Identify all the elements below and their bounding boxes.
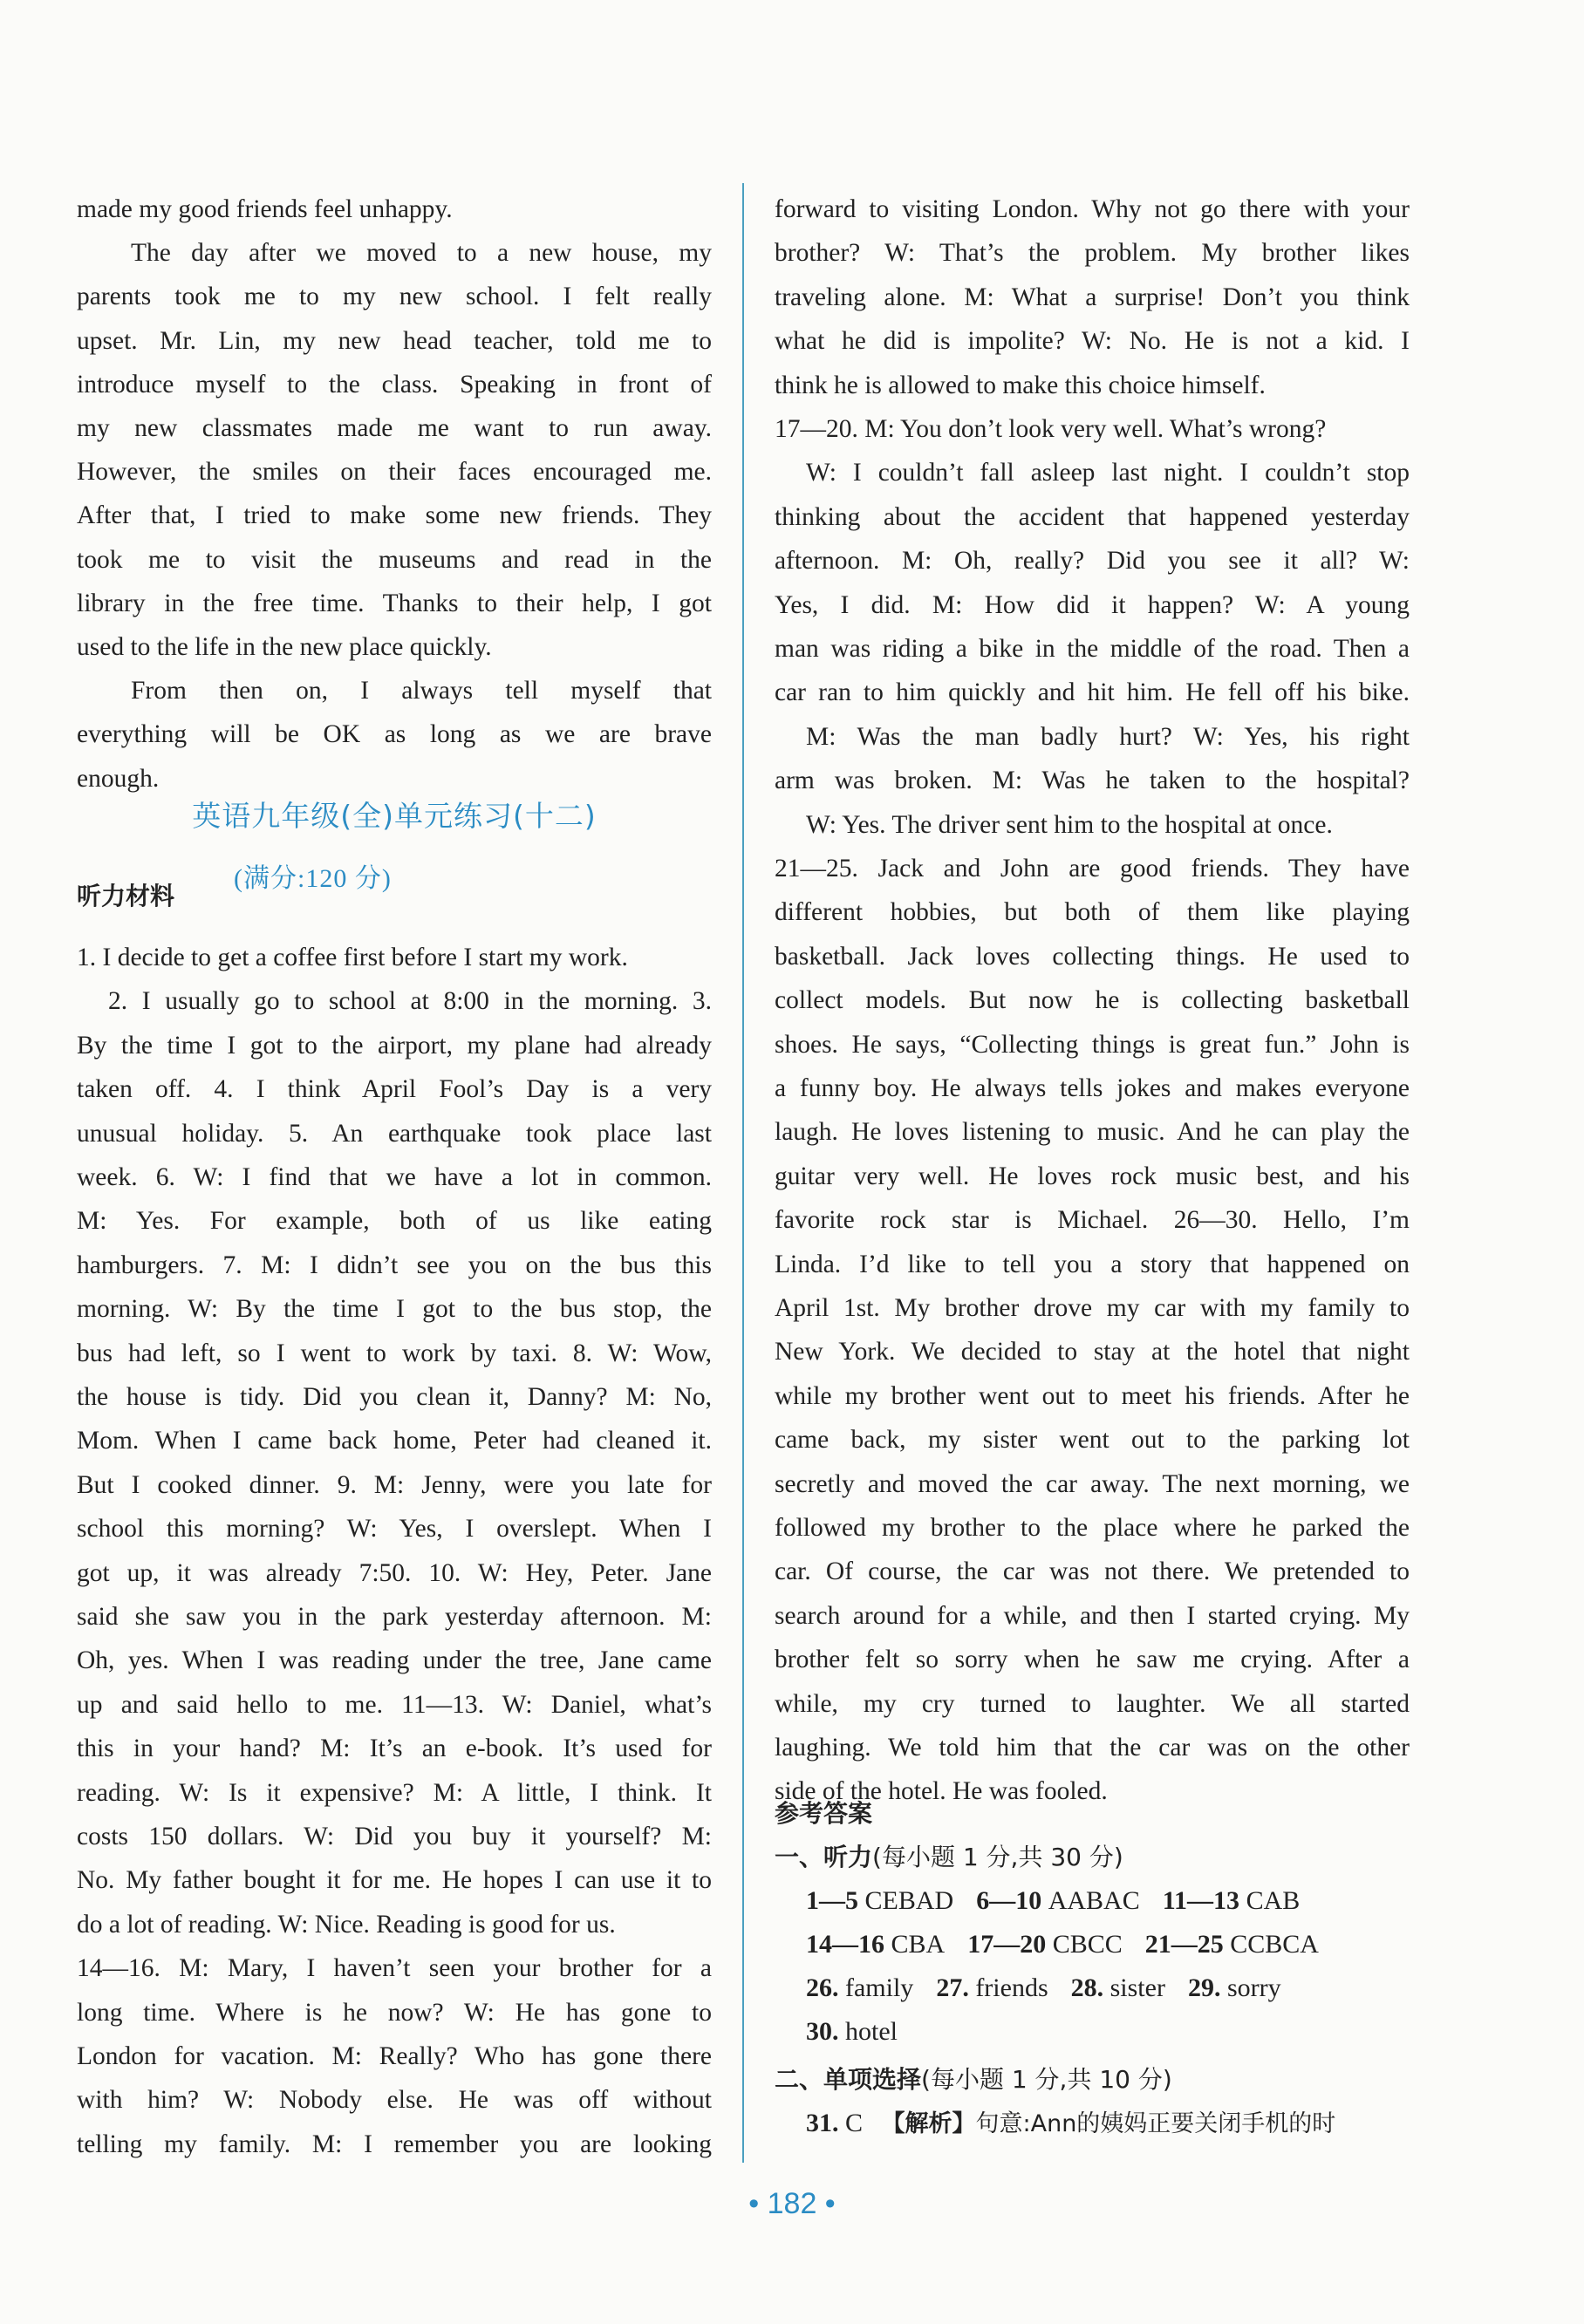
text-line: think he is allowed to make this choice himself. [775, 371, 1266, 399]
answer-item [806, 2014, 898, 2049]
text-line: a funny boy. He always tells jokes and makes everyone [775, 1074, 1410, 1102]
text-line: 17—20. M: You don’t look very well. What’s wrong? [775, 415, 1327, 443]
text-line: everything will be OK as long as we are brave [77, 720, 712, 749]
answer-number: 1—5 [806, 1886, 865, 1915]
text-line: April 1st. My brother drove my car with my family to [775, 1294, 1410, 1322]
answer-item [1188, 1971, 1281, 2006]
text-line: From then on, I always tell myself that [131, 677, 712, 705]
answer-value: CAB [1246, 1886, 1301, 1915]
text-line: this in your hand? M: It’s an e-book. It’s used for [77, 1734, 712, 1763]
text-line: arm was broken. M: Was he taken to the hospital? [775, 767, 1410, 795]
text-line: By the time I got to the airport, my plane had already [77, 1031, 712, 1060]
text-line: The day after we moved to a new house, my [131, 239, 712, 268]
q31-answer: C [845, 2109, 864, 2137]
text-line: guitar very well. He loves rock music best, and his [775, 1162, 1410, 1190]
text-line: followed my brother to the place where he parked the [775, 1514, 1410, 1542]
text-line: used to the life in the new place quickly. [77, 633, 492, 661]
answer-number: 17—20 [967, 1930, 1053, 1959]
text-line: telling my family. M: I remember you are looking [77, 2130, 712, 2158]
text-line: However, the smiles on their faces encouraged me. [77, 458, 712, 487]
text-line: Linda. I’d like to tell you a story that happened on [775, 1250, 1410, 1278]
unit-title: 英语九年级(全)单元练习(十二) [192, 799, 597, 833]
answers-heading: 参考答案 [775, 1799, 873, 1828]
text-line: upset. Mr. Lin, my new head teacher, told me to [77, 326, 712, 355]
text-line: costs 150 dollars. W: Did you buy it yourself? M: [77, 1823, 712, 1850]
text-line: Yes, I did. M: How did it happen? W: A young [775, 590, 1410, 619]
text-line: hamburgers. 7. M: I didn’t see you on the bus this [77, 1251, 712, 1279]
text-line: M: Was the man badly hurt? W: Yes, his right [806, 722, 1410, 751]
page-number: • 182 • [748, 2187, 836, 2220]
section-2-heading [775, 2062, 1172, 2097]
text-line: do a lot of reading. W: Nice. Reading is good for us. [77, 1910, 616, 1939]
text-line: man was riding a bike in the middle of the road. Then a [775, 635, 1410, 663]
text-line: taken off. 4. I think April Fool’s Day is a very [77, 1075, 712, 1104]
section-2-note: (每小题 1 分,共 10 分) [921, 2065, 1172, 2094]
answer-row [806, 1884, 1322, 1918]
text-line: with him? W: Nobody else. He was off without [77, 2086, 712, 2115]
answer-item [976, 1884, 1140, 1918]
text-line: made my good friends feel unhappy. [77, 195, 453, 223]
q31-number: 31. [806, 2109, 839, 2137]
text-line: library in the free time. Thanks to their help, I got [77, 589, 712, 617]
answer-item [936, 1971, 1048, 2006]
text-line: laughing. We told him that the car was on the other [775, 1734, 1410, 1762]
text-line: said she saw you in the park yesterday afternoon. M: [77, 1603, 712, 1631]
text-line: got up, it was already 7:50. 10. W: Hey, Peter. Jane [77, 1558, 712, 1587]
answer-number: 28. [1070, 1973, 1110, 2002]
text-line: took me to visit the museums and read in the [77, 545, 712, 574]
answer-item [806, 1927, 945, 1962]
answer-item [806, 1971, 913, 2006]
text-line: No. My father bought it for me. He hopes I can use it to [77, 1866, 712, 1895]
text-line: M: Yes. For example, both of us like eating [77, 1207, 712, 1236]
text-line: W: Yes. The driver sent him to the hospital at once. [806, 810, 1333, 839]
text-line: unusual holiday. 5. An earthquake took place last [77, 1119, 712, 1148]
text-line: traveling alone. M: What a surprise! Don’t you think [775, 283, 1410, 311]
text-line: 14—16. M: Mary, I haven’t seen your brother for a [77, 1954, 712, 1983]
answer-number: 14—16 [806, 1930, 891, 1959]
text-line: afternoon. M: Oh, really? Did you see it all? W: [775, 547, 1410, 576]
text-line: Oh, yes. When I was reading under the tree, Jane came [77, 1646, 712, 1675]
text-line: my new classmates made me want to run away. [77, 414, 712, 442]
text-line: search around for a while, and then I started crying. My [775, 1601, 1410, 1630]
answer-item [806, 1884, 953, 1918]
text-line: up and said hello to me. 11—13. W: Daniel, what’s [77, 1690, 712, 1719]
text-line: brother felt so sorry when he saw me crying. After a [775, 1646, 1410, 1674]
text-line: car. Of course, the car was not there. We pretended to [775, 1557, 1410, 1586]
text-line: brother? W: That’s the problem. My brother likes [775, 239, 1410, 268]
text-line: forward to visiting London. Why not go there with your [775, 195, 1410, 223]
text-line: collect models. But now he is collecting basketball [775, 986, 1410, 1015]
text-line: New York. We decided to stay at the hotel that night [775, 1338, 1410, 1366]
answer-value: friends [975, 1973, 1048, 2002]
question-31-answer [806, 2106, 1335, 2142]
answer-number: 11—13 [1162, 1886, 1246, 1915]
text-line: thinking about the accident that happened yesterday [775, 502, 1410, 531]
text-line: bus had left, so I went to work by taxi. 8. W: Wow, [77, 1339, 712, 1367]
section-1-note: (每小题 1 分,共 30 分) [872, 1843, 1123, 1871]
full-marks: (满分:120 分) [234, 864, 392, 893]
answer-number: 30. [806, 2017, 845, 2046]
text-line: the house is tidy. Did you clean it, Danny? M: No, [77, 1383, 712, 1411]
text-line: London for vacation. M: Really? Who has gone there [77, 2042, 712, 2070]
answer-number: 27. [936, 1973, 976, 2002]
section-1-title: 一、听力 [775, 1843, 873, 1871]
answer-item [1163, 1884, 1301, 1918]
text-line: parents took me to my new school. I felt really [77, 283, 712, 311]
answer-item [1145, 1927, 1319, 1962]
text-line: secretly and moved the car away. The next morning, we [775, 1469, 1410, 1498]
text-line: 21—25. Jack and John are good friends. They have [775, 855, 1410, 883]
answer-row [806, 1927, 1342, 1962]
text-line: while my brother went out to meet his friends. After he [775, 1381, 1410, 1410]
answer-value: sister [1109, 1973, 1165, 2002]
text-line: school this morning? W: Yes, I overslept. When I [77, 1515, 712, 1544]
answer-value: CBCC [1052, 1930, 1123, 1959]
text-line: came back, my sister went out to the parking lot [775, 1426, 1410, 1455]
text-line: while, my cry turned to laughter. We all started [775, 1689, 1410, 1718]
text-line: introduce myself to the class. Speaking in front of [77, 370, 712, 399]
q31-analysis-tag: 【解析】 [881, 2110, 976, 2137]
answer-number: 26. [806, 1973, 845, 2002]
column-divider [742, 183, 744, 2163]
answer-value: CEBAD [864, 1886, 954, 1915]
answer-number: 6—10 [976, 1886, 1048, 1915]
text-line: morning. W: By the time I got to the bus stop, the [77, 1295, 712, 1324]
answer-number: 21—25 [1144, 1930, 1231, 1959]
text-line: favorite rock star is Michael. 26—30. Hello, I’m [775, 1206, 1410, 1235]
text-line: enough. [77, 764, 160, 793]
answer-item [1071, 1971, 1165, 2006]
text-line: But I cooked dinner. 9. M: Jenny, were you late for [77, 1470, 712, 1499]
text-line: long time. Where is he now? W: He has gone to [77, 1998, 712, 2027]
text-line: 1. I decide to get a coffee first before I start my work. [77, 944, 628, 971]
text-line: what he did is impolite? W: No. He is not a kid. I [775, 327, 1410, 356]
answer-value: hotel [845, 2017, 898, 2046]
section-2-title: 二、单项选择 [775, 2065, 922, 2094]
answer-row [806, 2014, 920, 2049]
text-line: basketball. Jack loves collecting things. He used to [775, 942, 1410, 971]
text-line: reading. W: Is it expensive? M: A little, I think. It [77, 1778, 712, 1807]
text-line: W: I couldn’t fall asleep last night. I couldn’t stop [806, 459, 1410, 487]
listening-heading: 听力材料 [77, 882, 175, 910]
text-line: car ran to him quickly and hit him. He fell off his bike. [775, 678, 1410, 707]
answer-item [967, 1927, 1123, 1962]
text-line: laugh. He loves listening to music. And he can play the [775, 1118, 1410, 1147]
text-line: week. 6. W: I find that we have a lot in common. [77, 1163, 712, 1191]
answer-row [806, 1971, 1304, 2006]
answer-value: CCBCA [1230, 1930, 1319, 1959]
answer-value: sorry [1226, 1973, 1281, 2002]
text-line: Mom. When I came back home, Peter had cleaned it. [77, 1427, 712, 1455]
q31-analysis-text: 句意:Ann的姨妈正要关闭手机的时 [975, 2110, 1336, 2137]
answer-value: CBA [891, 1930, 946, 1959]
answer-value: family [845, 1973, 914, 2002]
text-line: different hobbies, but both of them like playing [775, 898, 1410, 927]
text-line: 2. I usually go to school at 8:00 in the morning. 3. [108, 987, 712, 1016]
section-1-heading [775, 1840, 1123, 1875]
answer-value: AABAC [1048, 1886, 1140, 1915]
text-line: After that, I tried to make some new friends. They [77, 501, 712, 530]
text-line: shoes. He says, “Collecting things is great fun.” John is [775, 1030, 1410, 1059]
answer-number: 29. [1187, 1973, 1227, 2002]
text-line: side of the hotel. He was fooled. [775, 1777, 1108, 1806]
